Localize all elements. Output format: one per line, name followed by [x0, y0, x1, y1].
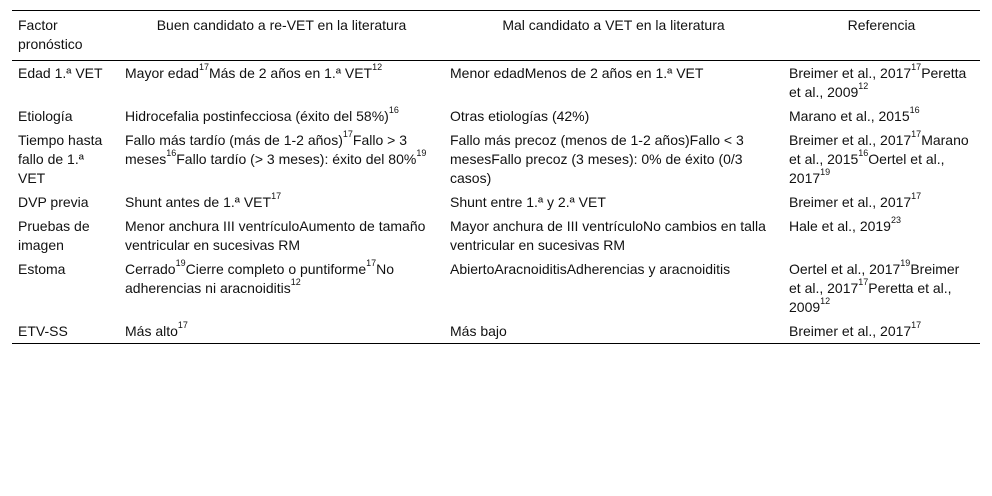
table-row [12, 190, 980, 214]
citation-superscript: 23 [890, 215, 901, 226]
citation-superscript: 12 [290, 277, 301, 288]
table-row [12, 104, 980, 128]
citation-superscript: 17 [911, 320, 922, 331]
cell-text: Marano et al., 2015 [789, 132, 969, 167]
cell-text: Oertel et al., 2017 [789, 261, 901, 277]
citation-superscript: 16 [858, 148, 869, 159]
cell-text: Más bajo [450, 323, 507, 339]
cell-reference [783, 190, 980, 214]
citation-superscript: 17 [366, 258, 377, 269]
cell-factor: ETV-SS [12, 319, 119, 344]
citation-superscript: 17 [342, 129, 353, 140]
cell-bad-candidate [444, 104, 783, 128]
citation-superscript: 12 [372, 62, 383, 73]
cell-bad-candidate [444, 61, 783, 105]
table-row [12, 214, 980, 257]
cell-factor: Estoma [18, 261, 66, 277]
cell-text: Cierre completo o puntiforme [185, 261, 367, 277]
citation-superscript: 17 [858, 277, 869, 288]
citation-superscript: 17 [911, 62, 922, 73]
table-row [12, 319, 980, 344]
cell-bad-candidate [444, 257, 783, 319]
cell-reference [783, 214, 980, 257]
cell-text: Hidrocefalia postinfecciosa (éxito del 58%) [125, 108, 389, 124]
cell-text: Breimer et al., 2017 [789, 261, 960, 296]
cell-text: Breimer et al., 2017 [789, 194, 912, 210]
cell-good-candidate [119, 190, 444, 214]
cell-reference [783, 104, 980, 128]
cell-bad-candidate [444, 214, 783, 257]
citation-superscript: 16 [909, 105, 920, 116]
cell-good-candidate [119, 61, 444, 105]
cell-text: Fallo > 3 meses [125, 132, 407, 167]
cell-text: Breimer et al., 2017 [789, 323, 912, 339]
cell-text: Fallo más tardío (más de 1-2 años) [125, 132, 343, 148]
cell-good-candidate [119, 257, 444, 319]
cell-text: Breimer et al., 2017 [789, 132, 912, 148]
header-reference: Referencia [783, 11, 980, 61]
cell-text: Shunt antes de 1.ª VET [125, 194, 272, 210]
table-row [12, 257, 980, 319]
cell-text: Mayor edad [125, 65, 199, 81]
citation-superscript: 17 [271, 191, 282, 202]
cell-text: Menor edadMenos de 2 años en 1.ª VET [450, 65, 704, 81]
cell-factor: DVP previa [18, 194, 89, 210]
cell-text: Más alto [125, 323, 178, 339]
cell-reference [783, 61, 980, 105]
cell-factor: Edad 1.ª VET [18, 65, 103, 81]
cell-text: Shunt entre 1.ª y 2.ª VET [450, 194, 606, 210]
header-good-candidate: Buen candidato a re-VET en la literatura [119, 11, 444, 61]
citation-superscript: 17 [177, 320, 188, 331]
cell-text: Oertel et al., 2017 [789, 151, 945, 186]
citation-superscript: 12 [820, 296, 831, 307]
cell-reference [783, 257, 980, 319]
table-row [12, 61, 980, 105]
cell-factor: Etiología [18, 108, 73, 124]
cell-text: Otras etiologías (42%) [450, 108, 590, 124]
cell-text: No adherencias ni aracnoiditis [125, 261, 395, 296]
cell-bad-candidate [444, 190, 783, 214]
cell-text: Mayor anchura de III ventrículoNo cambios en talla ventricular en sucesivas RM [450, 218, 766, 253]
cell-text: AbiertoAracnoiditisAdherencias y aracnoiditis [450, 261, 731, 277]
citation-superscript: 19 [175, 258, 186, 269]
cell-text: Breimer et al., 2017 [789, 65, 912, 81]
prognostic-factors-table [12, 10, 980, 344]
cell-text: Fallo tardío (> 3 meses): éxito del 80% [176, 151, 417, 167]
cell-text: Más de 2 años en 1.ª VET [208, 65, 373, 81]
cell-reference [783, 319, 980, 344]
citation-superscript: 16 [166, 148, 177, 159]
header-row [12, 11, 980, 61]
citation-superscript: 17 [198, 62, 209, 73]
cell-good-candidate [119, 214, 444, 257]
cell-reference [783, 128, 980, 190]
cell-text: Marano et al., 2015 [789, 108, 910, 124]
table-row [12, 128, 980, 190]
citation-superscript: 17 [911, 191, 922, 202]
cell-good-candidate [119, 128, 444, 190]
citation-superscript: 12 [858, 81, 869, 92]
table-body [12, 61, 980, 344]
citation-superscript: 17 [911, 129, 922, 140]
table-header [12, 11, 980, 61]
cell-text: Cerrado [125, 261, 176, 277]
citation-superscript: 19 [416, 148, 427, 159]
header-factor: Factor pronóstico [12, 11, 119, 61]
cell-text: Peretta et al., 2009 [789, 65, 967, 100]
cell-text: Hale et al., 2019 [789, 218, 891, 234]
cell-good-candidate [119, 319, 444, 344]
cell-factor: Tiempo hasta fallo de 1.ª VET [18, 132, 103, 186]
cell-factor: Pruebas de imagen [18, 218, 90, 253]
cell-good-candidate [119, 104, 444, 128]
cell-bad-candidate [444, 128, 783, 190]
cell-bad-candidate [444, 319, 783, 344]
citation-superscript: 19 [820, 167, 831, 178]
cell-text: Menor anchura III ventrículoAumento de tamaño ventricular en sucesivas RM [125, 218, 426, 253]
header-bad-candidate: Mal candidato a VET en la literatura [444, 11, 783, 61]
cell-text: Fallo más precoz (menos de 1-2 años)Fallo < 3 mesesFallo precoz (3 meses): 0% de éxito (0/3 casos) [450, 132, 744, 186]
cell-text: Peretta et al., 2009 [789, 280, 952, 315]
citation-superscript: 16 [388, 105, 399, 116]
citation-superscript: 19 [900, 258, 911, 269]
